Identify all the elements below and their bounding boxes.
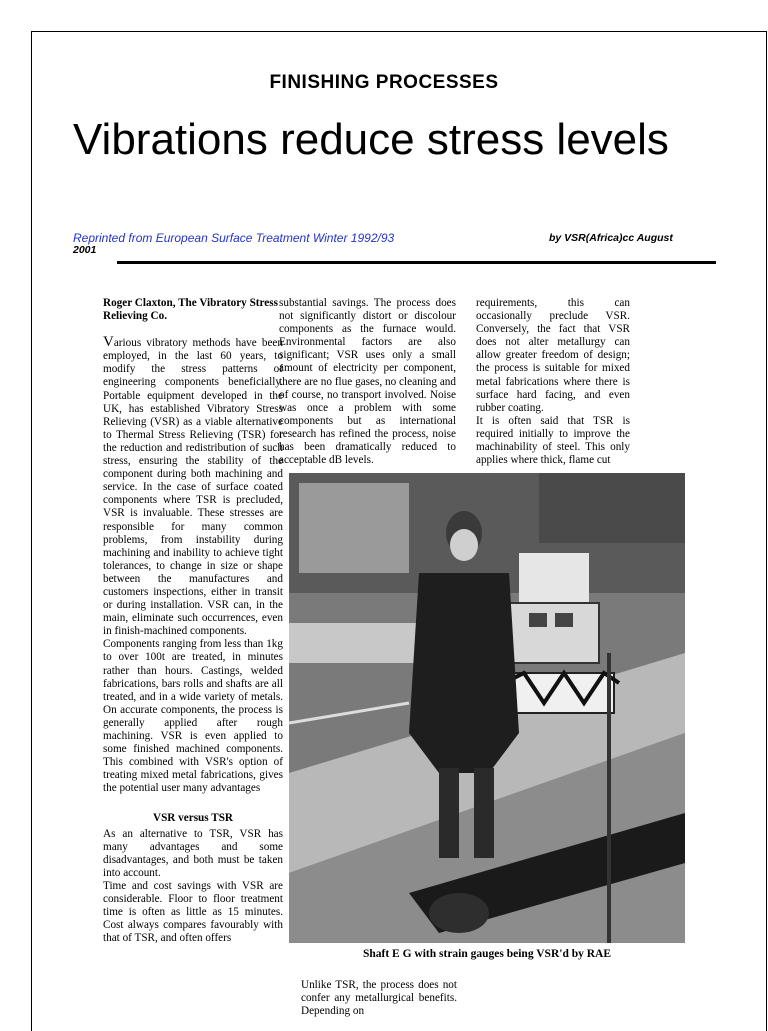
article-column-2 bbox=[279, 297, 456, 467]
reprint-note: Reprinted from European Surface Treatment Winter 1992/93 bbox=[73, 231, 395, 245]
author-credit: Roger Claxton, The Vibratory Stress Relieving Co. bbox=[103, 297, 278, 323]
paragraph-environment: substantial savings. The process does not significantly distort or discolour components as the furnace would. Environmental factors are also significant; VSR uses only a small amount of electricity per component, there are no flue gases, no cleaning and of course, no transport involved. Noise was once a problem with some components but as international research has refined the process, noise has been dramatically reduced to acceptable dB levels. bbox=[279, 297, 456, 467]
headline: Vibrations reduce stress levels bbox=[73, 115, 669, 164]
paragraph-intro-text: arious vibratory methods have been employed, in the last 60 years, to modify the stress patterns of engineering components beneficially. Portable equipment developed in the UK, has established Vibratory Stress Relieving (VSR) as a viable alternative to Thermal Stress Relieving (TSR) for the reduction and redistribution of such stress, ensuring the stability of the component during both machining and service. In the case of surface coated components where TSR is precluded, VSR is invaluable. These stresses are responsible for many common problems, from instability during machining and inability to achieve tight tolerances, to change in size or shape between the manufactures and customers inspections, either in transit or during installation. VSR can, in the main, eliminate such occurrences, even in finish-machined components. bbox=[103, 337, 283, 638]
header-rule bbox=[117, 261, 716, 264]
article-column-1 bbox=[103, 297, 283, 945]
section-title: FINISHING PROCESSES bbox=[269, 72, 499, 93]
photo-illustration bbox=[289, 473, 685, 943]
article-column-4 bbox=[301, 979, 457, 1018]
paragraph-components: Components ranging from less than 1kg to over 100t are treated, in minutes rather than hours. Castings, welded fabrications, bars rolls and shafts are all treated, and in a wide variety of metals. On accurate components, the process is generally applied after rough machining. VSR is even applied to some finished machined components. This combined with VSR's option of treating mixed metal fabrications, gives the potential user many advantages bbox=[103, 638, 283, 795]
byline: by VSR(Africa)cc August bbox=[549, 232, 673, 244]
paragraph-requirements: requirements, this can occasionally preclude VSR. Conversely, the fact that VSR does not alter metallurgy can allow greater freedom of design; the process is suitable for mixed metal fabrications where there is surface hard facing, and even rubber coating. bbox=[476, 297, 630, 414]
paragraph-savings: Time and cost savings with VSR are considerable. Floor to floor treatment time is often as little as 15 minutes. Cost always compares favourably with that of TSR, and often offers bbox=[103, 879, 283, 945]
drop-cap: V bbox=[103, 334, 114, 351]
article-column-3 bbox=[476, 297, 630, 467]
byline-year: 2001 bbox=[73, 244, 97, 256]
paragraph-machinability: It is often said that TSR is required initially to improve the machinability of steel. This only applies where thick, flame cut bbox=[476, 414, 630, 467]
subheading-vsr-vs-tsr: VSR versus TSR bbox=[153, 812, 233, 825]
paragraph-metallurgy: Unlike TSR, the process does not confer any metallurgical benefits. Depending on bbox=[301, 979, 457, 1018]
paragraph-intro bbox=[103, 336, 283, 638]
photo-shaft-strain-gauges bbox=[289, 473, 685, 943]
photo-caption: Shaft E G with strain gauges being VSR'd by RAE bbox=[362, 948, 612, 960]
paragraph-alternative: As an alternative to TSR, VSR has many advantages and some disadvantages, and both must be taken into account. bbox=[103, 827, 283, 879]
